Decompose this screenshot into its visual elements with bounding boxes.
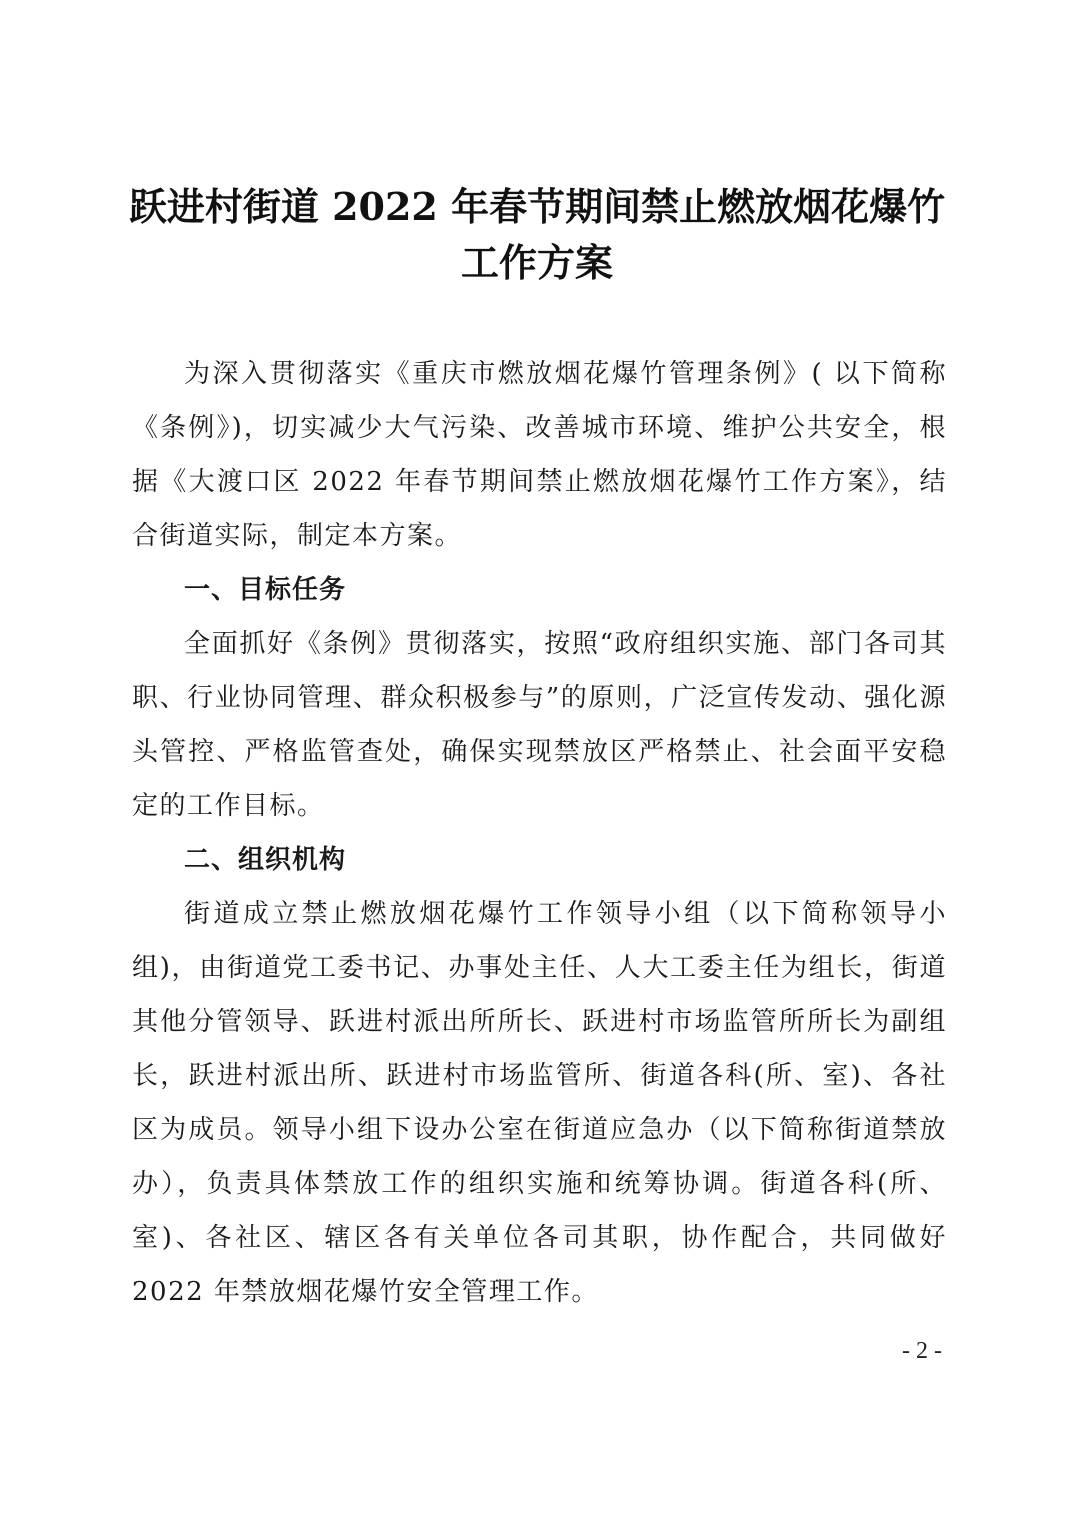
document-title-line2: 工作方案 <box>460 240 613 285</box>
section-text-goals: 全面抓好《条例》贯彻落实，按照“政府组织实施、部门各司其职、行业协同管理、群众积极参与”的原则，广泛宣传发动、强化源头管控、严格监管查处，确保实现禁放区严格禁止、社会面平安稳定的工作目标。 <box>132 629 947 821</box>
section-text-organization: 街道成立禁止燃放烟花爆竹工作领导小组（以下简称领导小组)，由街道党工委书记、办事处主任、人大工委主任为组长，街道其他分管领导、跃进村派出所所长、跃进村市场监管所所长为副组长，跃进村派出所、跃进村市场监管所、街道各科(所、室)、各社区为成员。领导小组下设办公室在街道应急办（以下简称街道禁放办），负责具体禁放工作的组织实施和统筹协调。街道各科(所、室)、各社区、辖区各有关单位各司其职，协作配合，共同做好 2022 年禁放烟花爆竹安全管理工作。 <box>132 899 947 1307</box>
page-number: - 2 - <box>902 1338 942 1364</box>
document-title-line1: 跃进村街道 2022 年春节期间禁止燃放烟花爆竹 <box>128 184 946 229</box>
section-heading-goals: 一、目标任务 <box>184 575 347 605</box>
document-body <box>132 347 947 1319</box>
section-heading-organization: 二、组织机构 <box>184 845 347 875</box>
intro-paragraph: 为深入贯彻落实《重庆市燃放烟花爆竹管理条例》( 以下简称《条例》)，切实减少大气污染、改善城市环境、维护公共安全，根据《大渡口区 2022 年春节期间禁止燃放烟花爆竹工作方案》，结合街道实际，制定本方案。 <box>132 359 947 551</box>
